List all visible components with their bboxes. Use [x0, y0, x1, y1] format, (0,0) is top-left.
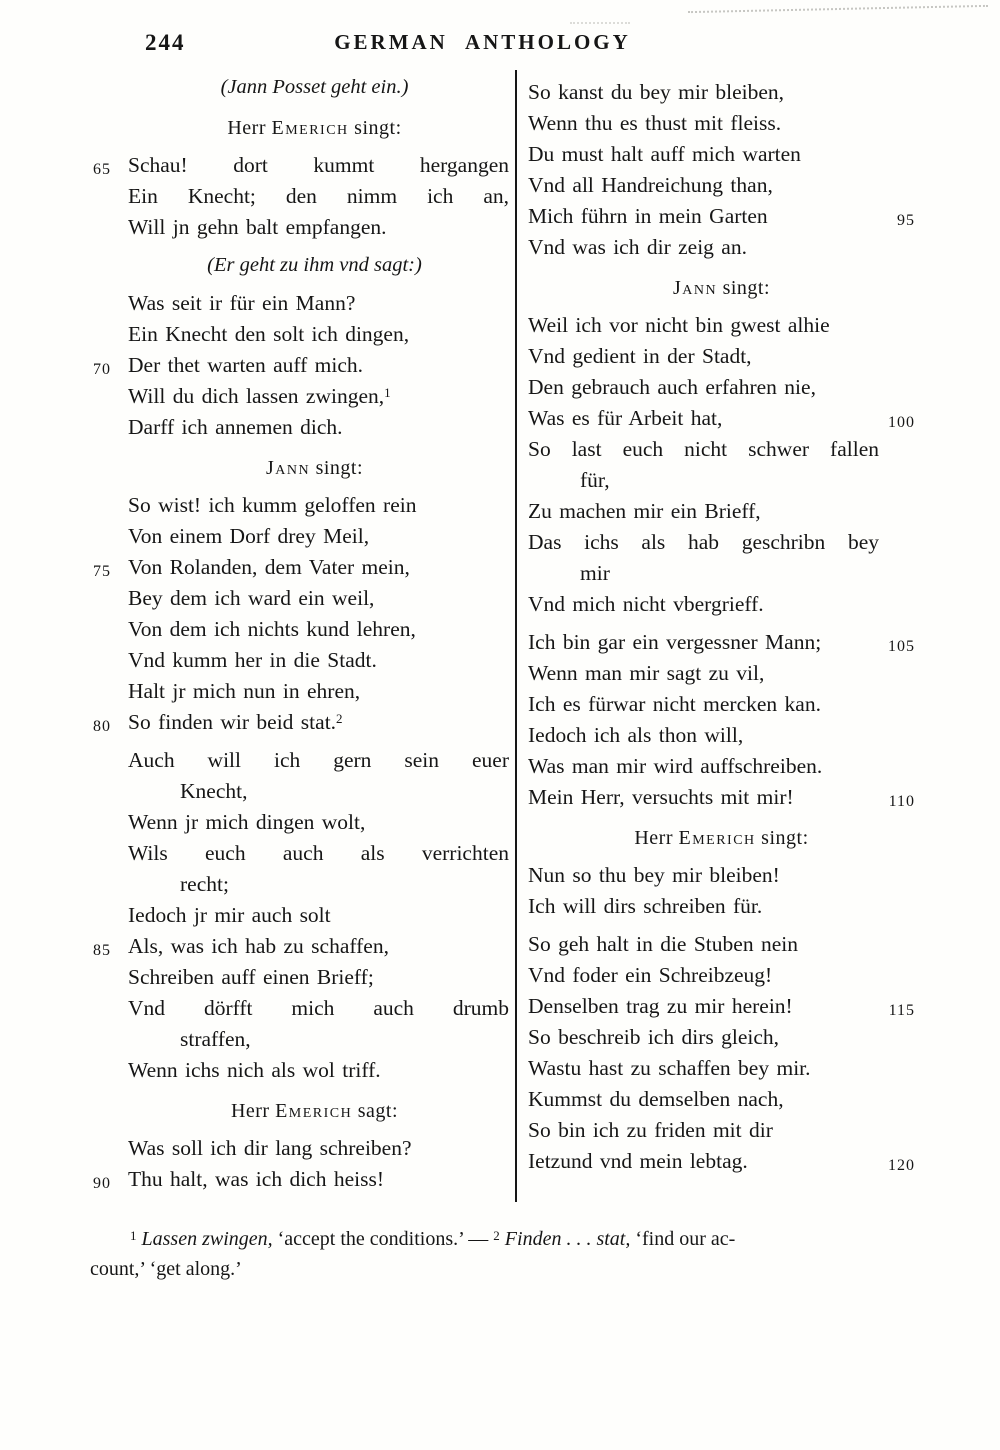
verse-line — [90, 319, 509, 350]
verse-text: Ietzund vnd mein lebtag. — [528, 1149, 748, 1173]
verse-text: Vnd mich nicht vbergrieff. — [528, 592, 764, 616]
speaker-name: Jann — [265, 457, 311, 479]
verse-line — [90, 993, 509, 1024]
stanza — [90, 490, 509, 738]
speaker-name: Emerich — [678, 827, 756, 849]
verse-line — [528, 139, 915, 170]
verse-line — [528, 860, 915, 891]
verse-text: Ein Knecht den solt ich dingen, — [128, 322, 410, 346]
verse-line — [90, 962, 509, 993]
stanza — [90, 150, 509, 243]
line-number: 70 — [93, 361, 111, 378]
line-number: 80 — [93, 718, 111, 735]
footnote-ref: 2 — [336, 711, 343, 726]
footnote-marker: 1 — [130, 1228, 137, 1243]
verse-line — [528, 960, 915, 991]
verse-line — [90, 288, 509, 319]
line-number: 90 — [93, 1175, 111, 1192]
footnote-line — [90, 1224, 915, 1254]
speaker-heading — [528, 823, 915, 853]
footnote-term: Lassen zwingen, — [136, 1228, 273, 1250]
verse-text: Von einem Dorf drey Meil, — [128, 524, 370, 548]
stanza — [528, 310, 915, 620]
verse-text: Was es für Arbeit hat, — [528, 406, 723, 430]
verse-text: Den gebrauch auch erfahren nie, — [528, 375, 816, 399]
verse-text: Vnd was ich dir zeig an. — [528, 235, 747, 259]
verse-line — [90, 931, 509, 962]
page-number: 244 — [145, 30, 186, 55]
verse-line — [90, 1055, 509, 1086]
stanza — [528, 929, 915, 1177]
line-number: 75 — [93, 563, 111, 580]
speaker-suffix: singt: — [310, 457, 364, 479]
speaker-name: Emerich — [271, 117, 349, 139]
verse-text: So wist! ich kumm geloffen rein — [128, 493, 417, 517]
footnote — [90, 1224, 915, 1284]
verse-text: Wenn man mir sagt zu vil, — [528, 661, 765, 685]
verse-text: Bey dem ich ward ein weil, — [128, 586, 375, 610]
verse-line — [90, 490, 509, 521]
verse-line — [90, 707, 509, 738]
verse-text: Wils euch auch als verrichten — [128, 841, 509, 865]
footnote-ref: 1 — [384, 385, 391, 400]
verse-text: Vnd dörfft mich auch drumb — [128, 996, 509, 1020]
verse-line — [90, 776, 509, 807]
verse-line — [90, 150, 509, 181]
verse-line — [528, 465, 915, 496]
verse-text: So bin ich zu friden mit dir — [528, 1118, 773, 1142]
verse-line — [90, 521, 509, 552]
verse-line — [528, 891, 915, 922]
verse-text: Wenn jr mich dingen wolt, — [128, 810, 366, 834]
speaker-suffix: sagt: — [352, 1100, 399, 1122]
verse-line — [90, 583, 509, 614]
verse-text: Vnd foder ein Schreibzeug! — [528, 963, 773, 987]
verse-line — [528, 689, 915, 720]
verse-text: Iedoch ich als thon will, — [528, 723, 744, 747]
verse-line — [528, 589, 915, 620]
verse-text: Vnd all Handreichung than, — [528, 173, 773, 197]
stanza — [528, 860, 915, 922]
verse-line — [90, 552, 509, 583]
verse-text: für, — [580, 468, 610, 492]
verse-line — [528, 527, 915, 558]
line-number: 115 — [888, 1002, 915, 1019]
verse-text: Will jn gehn balt empfangen. — [128, 215, 387, 239]
footnote-text: count,’ ‘get along.’ — [90, 1258, 242, 1280]
right-column — [517, 70, 915, 1202]
verse-text: Was man mir wird auffschreiben. — [528, 754, 823, 778]
text-columns — [90, 70, 915, 1202]
verse-text: Knecht, — [180, 779, 248, 803]
stage-direction: (Jann Posset geht ein.) — [220, 76, 409, 98]
verse-line — [528, 170, 915, 201]
verse-text: Thu halt, was ich dich heiss! — [128, 1167, 385, 1191]
line-number: 110 — [888, 793, 915, 810]
verse-line — [528, 627, 915, 658]
stanza — [90, 288, 509, 443]
speaker-heading — [90, 113, 509, 143]
verse-line — [528, 403, 915, 434]
verse-text: So last euch nicht schwer fallen — [528, 437, 879, 461]
stanza — [90, 1133, 509, 1195]
verse-text: mir — [580, 561, 610, 585]
verse-line — [528, 1022, 915, 1053]
verse-line — [528, 434, 915, 465]
verse-line — [528, 929, 915, 960]
verse-line — [90, 645, 509, 676]
verse-line — [90, 381, 509, 412]
verse-line — [90, 350, 509, 381]
verse-text: So beschreib ich dirs gleich, — [528, 1025, 780, 1049]
line-number: 120 — [888, 1157, 915, 1174]
verse-line — [528, 658, 915, 689]
speaker-heading — [90, 1096, 509, 1126]
verse-line — [528, 1146, 915, 1177]
verse-text: Ich bin gar ein vergessner Mann; — [528, 630, 822, 654]
verse-line — [528, 1084, 915, 1115]
verse-text: Mich führn in mein Garten — [528, 204, 768, 228]
verse-line — [90, 181, 509, 212]
speaker-heading — [528, 273, 915, 303]
footnote-text: ‘accept the conditions.’ — — [272, 1228, 494, 1250]
verse-line — [528, 341, 915, 372]
verse-line — [528, 232, 915, 263]
verse-line — [528, 720, 915, 751]
verse-text: Ich will dirs schreiben für. — [528, 894, 763, 918]
speaker-name: Emerich — [275, 1100, 353, 1122]
verse-text: Iedoch jr mir auch solt — [128, 903, 331, 927]
verse-text: Als, was ich hab zu schaffen, — [128, 934, 389, 958]
verse-line — [90, 900, 509, 931]
speaker-suffix: singt: — [755, 827, 809, 849]
verse-line — [90, 1024, 509, 1055]
verse-text: Zu machen mir ein Brieff, — [528, 499, 761, 523]
verse-text: So finden wir beid stat. — [128, 710, 337, 734]
verse-text: Vnd gedient in der Stadt, — [528, 344, 752, 368]
left-column — [90, 70, 515, 1202]
verse-text: So geh halt in die Stuben nein — [528, 932, 798, 956]
verse-text: Schreiben auff einen Brieff; — [128, 965, 374, 989]
verse-line — [90, 412, 509, 443]
speaker-prefix: Herr — [634, 827, 679, 849]
speaker-suffix: singt: — [717, 277, 771, 299]
line-number: 100 — [888, 414, 915, 431]
footnote-marker: 2 — [493, 1228, 500, 1243]
footnote-line — [90, 1254, 915, 1284]
verse-line — [528, 372, 915, 403]
verse-text: Will du dich lassen zwingen, — [128, 384, 385, 408]
verse-line — [528, 1053, 915, 1084]
verse-text: So kanst du bey mir bleiben, — [528, 80, 785, 104]
verse-line — [90, 1133, 509, 1164]
verse-text: Halt jr mich nun in ehren, — [128, 679, 361, 703]
line-number: 105 — [888, 638, 915, 655]
verse-line — [90, 676, 509, 707]
line-number: 95 — [897, 212, 915, 229]
verse-line — [528, 1115, 915, 1146]
speaker-name: Jann — [672, 277, 718, 299]
verse-text: Du must halt auff mich warten — [528, 142, 801, 166]
verse-text: Ich es fürwar nicht mercken kan. — [528, 692, 821, 716]
verse-line — [528, 558, 915, 589]
verse-text: Auch will ich gern sein euer — [128, 748, 509, 772]
verse-text: Wenn thu es thust mit fleiss. — [528, 111, 782, 135]
verse-line — [528, 751, 915, 782]
verse-text: Ein Knecht; den nimm ich an, — [128, 184, 509, 208]
verse-text: Von Rolanden, dem Vater mein, — [128, 555, 410, 579]
verse-line — [90, 745, 509, 776]
verse-text: Weil ich vor nicht bin gwest alhie — [528, 313, 830, 337]
footnote-term: Finden . . . stat, — [499, 1228, 631, 1250]
speaker-prefix: Herr — [227, 117, 272, 139]
verse-line — [528, 496, 915, 527]
verse-line — [528, 310, 915, 341]
line-number: 85 — [93, 942, 111, 959]
footnote-text: ‘find our ac- — [630, 1228, 736, 1250]
verse-line — [528, 991, 915, 1022]
stanza — [90, 745, 509, 1086]
speaker-suffix: singt: — [348, 117, 402, 139]
verse-text: Wastu hast zu schaffen bey mir. — [528, 1056, 811, 1080]
verse-text: recht; — [180, 872, 229, 896]
stage-direction: (Er geht zu ihm vnd sagt:) — [207, 254, 422, 276]
speaker-heading — [90, 453, 509, 483]
verse-text: Was seit ir für ein Mann? — [128, 291, 356, 315]
verse-text: Schau! dort kummt hergangen — [128, 153, 509, 177]
verse-line — [528, 201, 915, 232]
verse-text: Vnd kumm her in die Stadt. — [128, 648, 377, 672]
scan-noise-artifact — [688, 5, 988, 13]
page-header — [90, 26, 915, 70]
verse-text: Nun so thu bey mir bleiben! — [528, 863, 780, 887]
speaker-prefix: Herr — [230, 1100, 276, 1122]
line-number: 65 — [93, 161, 111, 178]
verse-text: Was soll ich dir lang schreiben? — [128, 1136, 412, 1160]
page-title: GERMAN ANTHOLOGY — [334, 30, 631, 54]
verse-line — [528, 108, 915, 139]
verse-line — [90, 869, 509, 900]
verse-line — [90, 1164, 509, 1195]
verse-text: Darff ich annemen dich. — [128, 415, 343, 439]
verse-text: Das ichs als hab geschribn bey — [528, 530, 879, 554]
verse-text: Mein Herr, versuchts mit mir! — [528, 785, 794, 809]
scan-noise-artifact — [570, 22, 630, 24]
verse-text: Denselben trag zu mir herein! — [528, 994, 793, 1018]
verse-line — [90, 614, 509, 645]
verse-text: Wenn ichs nich als wol triff. — [128, 1058, 381, 1082]
verse-line — [528, 782, 915, 813]
verse-text: straffen, — [180, 1027, 251, 1051]
verse-line — [90, 212, 509, 243]
verse-line — [90, 807, 509, 838]
verse-text: Der thet warten auff mich. — [128, 353, 364, 377]
stanza — [528, 627, 915, 813]
verse-text: Kummst du demselben nach, — [528, 1087, 784, 1111]
verse-text: Von dem ich nichts kund lehren, — [128, 617, 416, 641]
verse-line — [528, 77, 915, 108]
verse-line — [90, 838, 509, 869]
stanza — [528, 77, 915, 263]
